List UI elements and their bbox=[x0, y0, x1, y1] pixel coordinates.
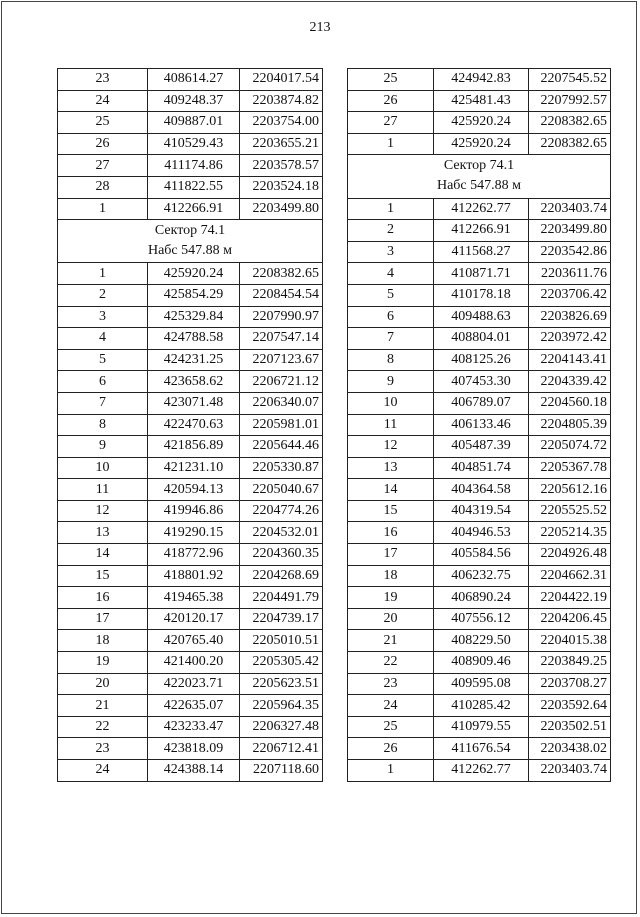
coordinate-y: 2205305.42 bbox=[240, 652, 323, 674]
coordinate-x: 411174.86 bbox=[148, 155, 240, 177]
coordinate-x: 423658.62 bbox=[148, 371, 240, 393]
sector-header bbox=[348, 155, 611, 198]
coordinate-y: 2203502.51 bbox=[529, 716, 611, 738]
point-number: 21 bbox=[58, 695, 148, 717]
point-number: 14 bbox=[348, 479, 434, 501]
table-row bbox=[58, 69, 323, 91]
coordinate-y: 2205981.01 bbox=[240, 414, 323, 436]
sector-height: Набс 547.88 м bbox=[147, 243, 233, 259]
sector-header-row bbox=[348, 155, 611, 198]
coordinate-x: 406133.46 bbox=[434, 414, 529, 436]
point-number: 20 bbox=[348, 608, 434, 630]
coordinate-x: 418801.92 bbox=[148, 565, 240, 587]
coordinate-x: 406890.24 bbox=[434, 587, 529, 609]
point-number: 20 bbox=[58, 673, 148, 695]
coordinate-y: 2208382.65 bbox=[529, 112, 611, 134]
coordinate-x: 420594.13 bbox=[148, 479, 240, 501]
point-number: 24 bbox=[58, 90, 148, 112]
coordinate-x: 410871.71 bbox=[434, 263, 529, 285]
coordinate-x: 408125.26 bbox=[434, 349, 529, 371]
coordinate-x: 419290.15 bbox=[148, 522, 240, 544]
point-number: 2 bbox=[348, 220, 434, 242]
coordinate-x: 424388.14 bbox=[148, 760, 240, 782]
table-row bbox=[58, 716, 323, 738]
coordinate-x: 412266.91 bbox=[148, 198, 240, 220]
point-number: 1 bbox=[348, 760, 434, 782]
coordinate-x: 410529.43 bbox=[148, 133, 240, 155]
coordinate-x: 410178.18 bbox=[434, 284, 529, 306]
coordinate-x: 409887.01 bbox=[148, 112, 240, 134]
point-number: 5 bbox=[58, 349, 148, 371]
table-row bbox=[348, 69, 611, 91]
coordinate-y: 2207992.57 bbox=[529, 90, 611, 112]
point-number: 5 bbox=[348, 284, 434, 306]
table-row bbox=[348, 630, 611, 652]
point-number: 3 bbox=[348, 241, 434, 263]
table-row bbox=[58, 457, 323, 479]
coordinate-y: 2205010.51 bbox=[240, 630, 323, 652]
table-row bbox=[58, 500, 323, 522]
coordinate-x: 419946.86 bbox=[148, 500, 240, 522]
coordinate-y: 2203438.02 bbox=[529, 738, 611, 760]
table-row bbox=[348, 673, 611, 695]
coordinate-y: 2203542.86 bbox=[529, 241, 611, 263]
coordinate-x: 404319.54 bbox=[434, 500, 529, 522]
coordinate-y: 2204422.19 bbox=[529, 587, 611, 609]
point-number: 9 bbox=[58, 436, 148, 458]
point-number: 16 bbox=[348, 522, 434, 544]
coordinate-y: 2203403.74 bbox=[529, 198, 611, 220]
coordinate-x: 409248.37 bbox=[148, 90, 240, 112]
coordinate-y: 2204206.45 bbox=[529, 608, 611, 630]
table-row bbox=[348, 133, 611, 155]
coordinate-x: 419465.38 bbox=[148, 587, 240, 609]
coordinate-y: 2206721.12 bbox=[240, 371, 323, 393]
coordinate-x: 418772.96 bbox=[148, 544, 240, 566]
table-row bbox=[348, 263, 611, 285]
point-number: 19 bbox=[58, 652, 148, 674]
coordinate-x: 421856.89 bbox=[148, 436, 240, 458]
coordinate-y: 2208382.65 bbox=[529, 133, 611, 155]
table-row bbox=[58, 392, 323, 414]
table-row bbox=[58, 652, 323, 674]
point-number: 26 bbox=[58, 133, 148, 155]
table-row bbox=[348, 695, 611, 717]
coordinate-x: 412266.91 bbox=[434, 220, 529, 242]
table-row bbox=[348, 392, 611, 414]
point-number: 1 bbox=[348, 198, 434, 220]
coordinate-x: 425481.43 bbox=[434, 90, 529, 112]
coordinate-y: 2203403.74 bbox=[529, 760, 611, 782]
coordinate-y: 2203754.00 bbox=[240, 112, 323, 134]
table-row bbox=[58, 306, 323, 328]
coordinate-y: 2203874.82 bbox=[240, 90, 323, 112]
coordinate-y: 2203849.25 bbox=[529, 652, 611, 674]
point-number: 22 bbox=[348, 652, 434, 674]
point-number: 25 bbox=[348, 69, 434, 91]
coordinate-x: 404364.58 bbox=[434, 479, 529, 501]
point-number: 13 bbox=[348, 457, 434, 479]
coordinate-y: 2207990.97 bbox=[240, 306, 323, 328]
table-row bbox=[348, 284, 611, 306]
coordinates-table-left bbox=[57, 68, 323, 782]
point-number: 16 bbox=[58, 587, 148, 609]
coordinate-y: 2203499.80 bbox=[240, 198, 323, 220]
coordinate-x: 425854.29 bbox=[148, 284, 240, 306]
point-number: 1 bbox=[58, 198, 148, 220]
table-row bbox=[58, 133, 323, 155]
coordinate-y: 2207545.52 bbox=[529, 69, 611, 91]
table-row bbox=[58, 328, 323, 350]
coordinate-x: 407453.30 bbox=[434, 371, 529, 393]
point-number: 23 bbox=[58, 738, 148, 760]
point-number: 17 bbox=[58, 608, 148, 630]
point-number: 24 bbox=[58, 760, 148, 782]
table-row bbox=[348, 479, 611, 501]
table-row bbox=[58, 608, 323, 630]
coordinate-x: 404851.74 bbox=[434, 457, 529, 479]
coordinate-y: 2205964.35 bbox=[240, 695, 323, 717]
coordinate-x: 412262.77 bbox=[434, 198, 529, 220]
table-row bbox=[58, 587, 323, 609]
table-row bbox=[348, 716, 611, 738]
table-row bbox=[58, 695, 323, 717]
coordinate-x: 412262.77 bbox=[434, 760, 529, 782]
coordinates-table-right bbox=[347, 68, 611, 782]
point-number: 6 bbox=[58, 371, 148, 393]
table-row bbox=[58, 673, 323, 695]
table-row bbox=[58, 414, 323, 436]
point-number: 26 bbox=[348, 738, 434, 760]
coordinate-y: 2204560.18 bbox=[529, 392, 611, 414]
table-row bbox=[348, 112, 611, 134]
coordinate-x: 408804.01 bbox=[434, 328, 529, 350]
point-number: 4 bbox=[58, 328, 148, 350]
table-row bbox=[58, 112, 323, 134]
coordinate-y: 2205074.72 bbox=[529, 436, 611, 458]
point-number: 17 bbox=[348, 544, 434, 566]
table-row bbox=[348, 371, 611, 393]
point-number: 27 bbox=[348, 112, 434, 134]
coordinate-y: 2204805.39 bbox=[529, 414, 611, 436]
point-number: 8 bbox=[348, 349, 434, 371]
point-number: 14 bbox=[58, 544, 148, 566]
coordinate-x: 408229.50 bbox=[434, 630, 529, 652]
point-number: 12 bbox=[58, 500, 148, 522]
coordinate-x: 422635.07 bbox=[148, 695, 240, 717]
coordinate-y: 2205040.67 bbox=[240, 479, 323, 501]
point-number: 22 bbox=[58, 716, 148, 738]
coordinate-y: 2204015.38 bbox=[529, 630, 611, 652]
coordinate-x: 421231.10 bbox=[148, 457, 240, 479]
coordinate-y: 2203611.76 bbox=[529, 263, 611, 285]
point-number: 18 bbox=[348, 565, 434, 587]
coordinate-y: 2203972.42 bbox=[529, 328, 611, 350]
table-row bbox=[348, 587, 611, 609]
coordinate-x: 424231.25 bbox=[148, 349, 240, 371]
table-row bbox=[58, 349, 323, 371]
coordinate-x: 423233.47 bbox=[148, 716, 240, 738]
table-row bbox=[58, 284, 323, 306]
table-row bbox=[58, 436, 323, 458]
table-row bbox=[348, 220, 611, 242]
sector-header-row bbox=[58, 220, 323, 263]
table-row bbox=[348, 760, 611, 782]
coordinate-y: 2205612.16 bbox=[529, 479, 611, 501]
table-row bbox=[348, 522, 611, 544]
coordinate-x: 420765.40 bbox=[148, 630, 240, 652]
point-number: 10 bbox=[348, 392, 434, 414]
coordinate-x: 405487.39 bbox=[434, 436, 529, 458]
point-number: 7 bbox=[348, 328, 434, 350]
coordinate-y: 2205525.52 bbox=[529, 500, 611, 522]
point-number: 15 bbox=[348, 500, 434, 522]
coordinate-y: 2205367.78 bbox=[529, 457, 611, 479]
sector-title: Сектор 74.1 bbox=[154, 223, 226, 239]
point-number: 4 bbox=[348, 263, 434, 285]
table-row bbox=[348, 738, 611, 760]
coordinate-y: 2203499.80 bbox=[529, 220, 611, 242]
point-number: 25 bbox=[58, 112, 148, 134]
table-row bbox=[348, 457, 611, 479]
coordinate-y: 2207123.67 bbox=[240, 349, 323, 371]
sector-height: Набс 547.88 м bbox=[436, 178, 522, 194]
coordinate-y: 2203706.42 bbox=[529, 284, 611, 306]
coordinate-y: 2203826.69 bbox=[529, 306, 611, 328]
table-row bbox=[58, 371, 323, 393]
coordinate-y: 2207547.14 bbox=[240, 328, 323, 350]
point-number: 25 bbox=[348, 716, 434, 738]
coordinate-x: 425329.84 bbox=[148, 306, 240, 328]
coordinate-y: 2204662.31 bbox=[529, 565, 611, 587]
coordinate-y: 2205330.87 bbox=[240, 457, 323, 479]
table-row bbox=[348, 198, 611, 220]
coordinate-x: 411568.27 bbox=[434, 241, 529, 263]
point-number: 26 bbox=[348, 90, 434, 112]
coordinate-x: 425920.24 bbox=[434, 112, 529, 134]
coordinate-x: 424942.83 bbox=[434, 69, 529, 91]
point-number: 9 bbox=[348, 371, 434, 393]
coordinate-x: 420120.17 bbox=[148, 608, 240, 630]
sector-header bbox=[58, 220, 323, 263]
coordinate-x: 405584.56 bbox=[434, 544, 529, 566]
table-row bbox=[58, 738, 323, 760]
coordinate-y: 2203655.21 bbox=[240, 133, 323, 155]
point-number: 3 bbox=[58, 306, 148, 328]
point-number: 6 bbox=[348, 306, 434, 328]
coordinate-y: 2204143.41 bbox=[529, 349, 611, 371]
table-row bbox=[58, 155, 323, 177]
coordinate-y: 2204017.54 bbox=[240, 69, 323, 91]
coordinate-y: 2204360.35 bbox=[240, 544, 323, 566]
coordinate-y: 2203524.18 bbox=[240, 176, 323, 198]
sector-title: Сектор 74.1 bbox=[443, 158, 515, 174]
table-row bbox=[58, 198, 323, 220]
point-number: 12 bbox=[348, 436, 434, 458]
table-row bbox=[348, 652, 611, 674]
page-number: 213 bbox=[309, 20, 331, 35]
point-number: 23 bbox=[58, 69, 148, 91]
table-row bbox=[58, 479, 323, 501]
coordinate-y: 2205623.51 bbox=[240, 673, 323, 695]
coordinate-y: 2203592.64 bbox=[529, 695, 611, 717]
table-row bbox=[58, 760, 323, 782]
coordinates-table-left-body bbox=[58, 69, 323, 782]
coordinate-x: 407556.12 bbox=[434, 608, 529, 630]
point-number: 8 bbox=[58, 414, 148, 436]
table-row bbox=[348, 544, 611, 566]
point-number: 11 bbox=[58, 479, 148, 501]
point-number: 28 bbox=[58, 176, 148, 198]
coordinate-y: 2204926.48 bbox=[529, 544, 611, 566]
point-number: 18 bbox=[58, 630, 148, 652]
table-row bbox=[348, 306, 611, 328]
point-number: 15 bbox=[58, 565, 148, 587]
point-number: 10 bbox=[58, 457, 148, 479]
table-row bbox=[58, 522, 323, 544]
coordinate-x: 422470.63 bbox=[148, 414, 240, 436]
coordinate-y: 2203708.27 bbox=[529, 673, 611, 695]
coordinate-x: 406232.75 bbox=[434, 565, 529, 587]
coordinate-y: 2204739.17 bbox=[240, 608, 323, 630]
coordinate-x: 423071.48 bbox=[148, 392, 240, 414]
table-row bbox=[348, 349, 611, 371]
point-number: 11 bbox=[348, 414, 434, 436]
coordinate-x: 421400.20 bbox=[148, 652, 240, 674]
point-number: 13 bbox=[58, 522, 148, 544]
table-row bbox=[58, 263, 323, 285]
table-row bbox=[58, 176, 323, 198]
table-row bbox=[348, 414, 611, 436]
table-row bbox=[348, 436, 611, 458]
coordinate-x: 410285.42 bbox=[434, 695, 529, 717]
table-row bbox=[58, 544, 323, 566]
coordinate-x: 411676.54 bbox=[434, 738, 529, 760]
table-row bbox=[348, 608, 611, 630]
coordinate-x: 408909.46 bbox=[434, 652, 529, 674]
coordinate-y: 2204268.69 bbox=[240, 565, 323, 587]
point-number: 21 bbox=[348, 630, 434, 652]
coordinate-x: 424788.58 bbox=[148, 328, 240, 350]
coordinate-x: 425920.24 bbox=[148, 263, 240, 285]
coordinates-table-right-body bbox=[348, 69, 611, 782]
point-number: 2 bbox=[58, 284, 148, 306]
coordinate-y: 2206340.07 bbox=[240, 392, 323, 414]
coordinate-y: 2204339.42 bbox=[529, 371, 611, 393]
coordinate-x: 423818.09 bbox=[148, 738, 240, 760]
table-row bbox=[348, 241, 611, 263]
point-number: 23 bbox=[348, 673, 434, 695]
coordinate-y: 2203578.57 bbox=[240, 155, 323, 177]
coordinate-x: 406789.07 bbox=[434, 392, 529, 414]
coordinate-x: 425920.24 bbox=[434, 133, 529, 155]
coordinate-y: 2206712.41 bbox=[240, 738, 323, 760]
coordinate-x: 410979.55 bbox=[434, 716, 529, 738]
table-row bbox=[58, 630, 323, 652]
point-number: 24 bbox=[348, 695, 434, 717]
coordinate-x: 408614.27 bbox=[148, 69, 240, 91]
coordinate-y: 2206327.48 bbox=[240, 716, 323, 738]
point-number: 19 bbox=[348, 587, 434, 609]
coordinate-x: 409488.63 bbox=[434, 306, 529, 328]
table-row bbox=[348, 500, 611, 522]
point-number: 27 bbox=[58, 155, 148, 177]
coordinate-y: 2208454.54 bbox=[240, 284, 323, 306]
table-row bbox=[348, 328, 611, 350]
table-row bbox=[348, 90, 611, 112]
coordinate-x: 422023.71 bbox=[148, 673, 240, 695]
coordinate-y: 2207118.60 bbox=[240, 760, 323, 782]
coordinate-y: 2205214.35 bbox=[529, 522, 611, 544]
table-row bbox=[58, 565, 323, 587]
coordinate-x: 411822.55 bbox=[148, 176, 240, 198]
point-number: 1 bbox=[58, 263, 148, 285]
coordinate-y: 2208382.65 bbox=[240, 263, 323, 285]
coordinate-x: 409595.08 bbox=[434, 673, 529, 695]
coordinate-y: 2204774.26 bbox=[240, 500, 323, 522]
table-row bbox=[348, 565, 611, 587]
table-row bbox=[58, 90, 323, 112]
coordinate-x: 404946.53 bbox=[434, 522, 529, 544]
coordinate-y: 2204491.79 bbox=[240, 587, 323, 609]
coordinate-y: 2204532.01 bbox=[240, 522, 323, 544]
point-number: 7 bbox=[58, 392, 148, 414]
coordinate-y: 2205644.46 bbox=[240, 436, 323, 458]
point-number: 1 bbox=[348, 133, 434, 155]
